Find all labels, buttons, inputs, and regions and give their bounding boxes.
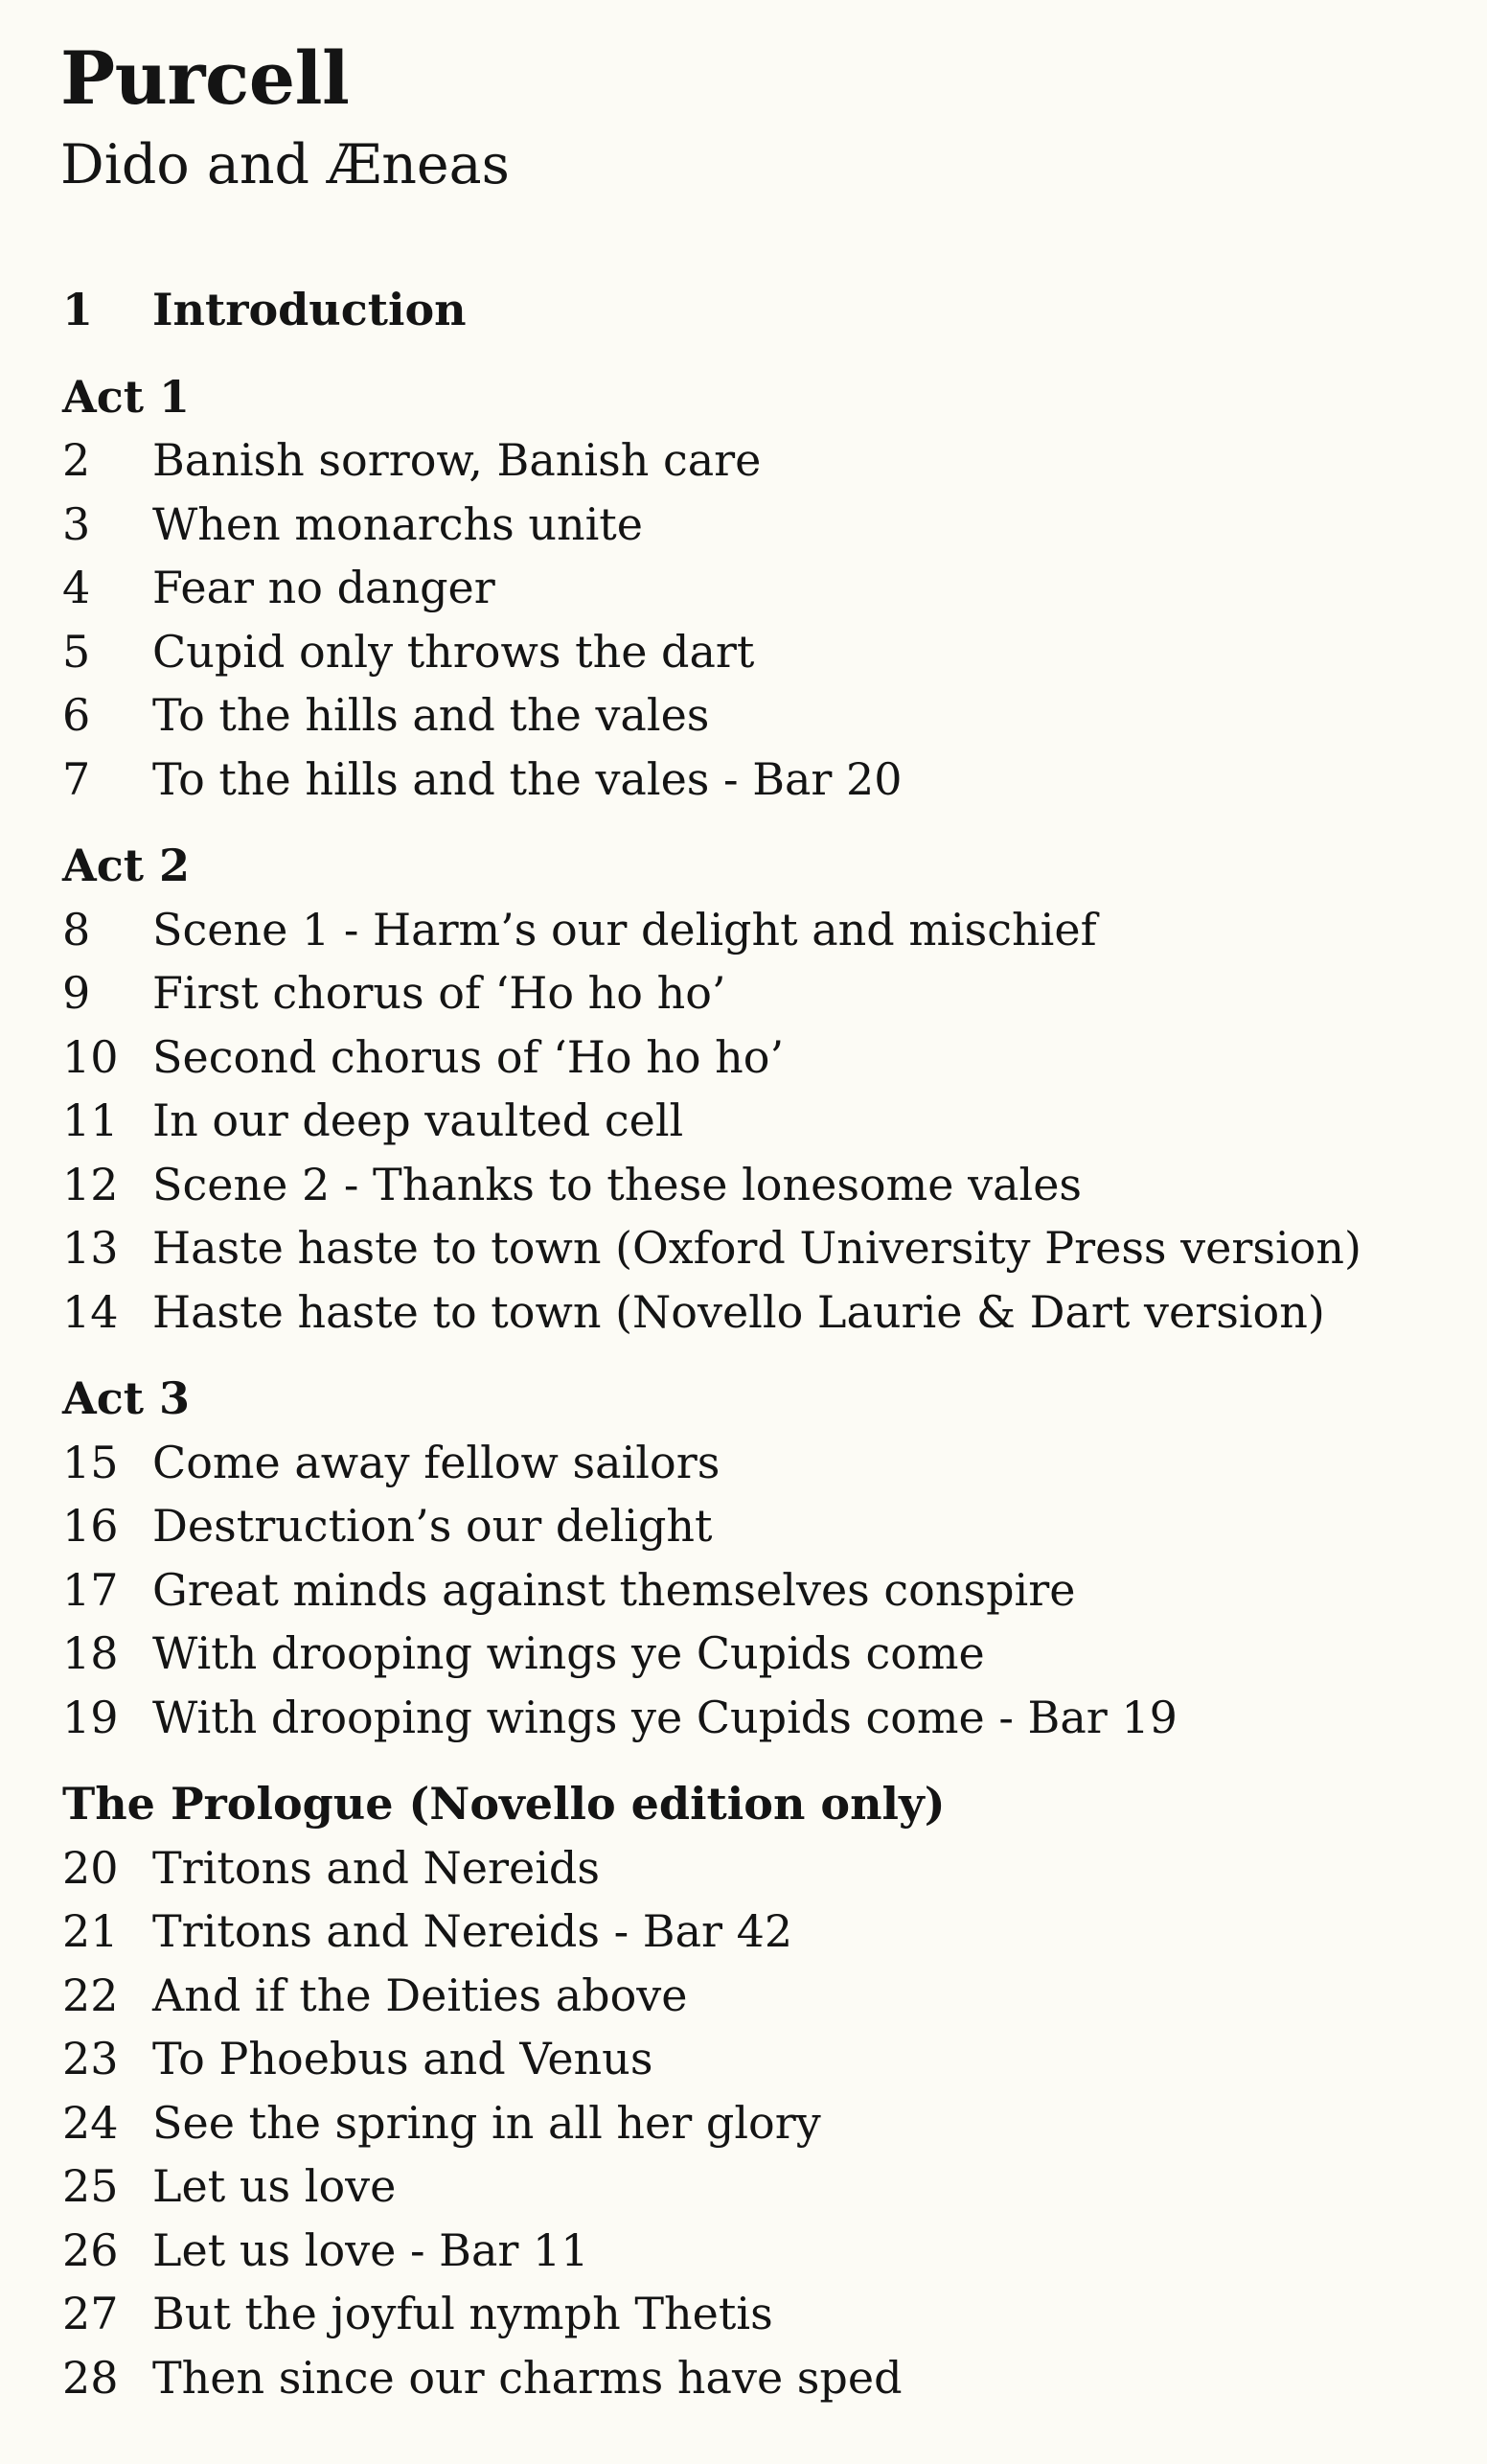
track-row [62,1025,1461,1090]
track-row [62,556,1461,620]
track-row [62,620,1461,684]
track-title: See the spring in all her glory [152,2096,821,2149]
track-number: 26 [62,2223,119,2276]
section-1 [62,365,1461,812]
track-title: Then since our charms have sped [152,2351,903,2404]
track-row [62,2219,1461,2283]
track-title: Introduction [152,284,467,335]
track-row [62,2027,1461,2091]
track-number: 11 [62,1094,119,1146]
track-number: 25 [62,2160,119,2212]
section-heading: Act 3 [62,1372,190,1424]
section-heading: The Prologue (Novello edition only) [62,1778,946,1830]
track-title: When monarchs unite [152,497,644,550]
track-row [62,1558,1461,1623]
track-number: 4 [62,562,91,613]
track-row [62,2091,1461,2155]
track-row [62,428,1461,493]
track-row [62,1900,1461,1964]
track-number: 16 [62,1500,119,1552]
track-number: 2 [62,434,91,486]
section-4 [62,1772,1461,2409]
section-heading: Act 1 [62,370,190,423]
track-row [62,1964,1461,2028]
track-row [62,2154,1461,2219]
track-row [62,961,1461,1025]
track-row [62,1431,1461,1495]
track-row [62,1494,1461,1558]
section-3 [62,1367,1461,1749]
track-title: Great minds against themselves conspire [152,1563,1076,1616]
track-number: 8 [62,903,91,956]
track-row [62,683,1461,748]
track-number: 7 [62,752,91,805]
track-title: To the hills and the vales - Bar 20 [152,752,903,805]
track-row [62,2282,1461,2346]
track-number: 3 [62,497,91,550]
track-number: 23 [62,2033,119,2084]
track-number: 17 [62,1563,119,1616]
track-number: 18 [62,1627,119,1679]
track-title: Cupid only throws the dart [152,625,755,678]
track-title: Haste haste to town (Novello Laurie & Dart version) [152,1285,1325,1338]
track-number: 1 [62,284,94,335]
track-row [62,1280,1461,1345]
sections-container [62,365,1461,2410]
track-number: 27 [62,2288,119,2339]
track-title: Scene 1 - Harm’s our delight and mischief [152,903,1097,956]
track-row [62,1153,1461,1217]
work-title: Dido and Æneas [60,133,510,196]
track-number: 14 [62,1285,119,1338]
track-title: To Phoebus and Venus [152,2033,653,2084]
track-number: 13 [62,1222,119,1274]
track-number: 9 [62,967,91,1019]
track-title: Tritons and Nereids [152,1841,600,1894]
track-title: Destruction’s our delight [152,1500,713,1552]
track-number: 12 [62,1158,119,1210]
track-title: Tritons and Nereids - Bar 42 [152,1905,793,1957]
track-number: 19 [62,1691,119,1743]
section-heading: Act 2 [62,840,190,891]
composer-name: Purcell [60,35,350,121]
track-title: With drooping wings ye Cupids come [152,1627,985,1679]
track-number: 20 [62,1841,119,1894]
track-title: Second chorus of ‘Ho ho ho’ [152,1030,785,1083]
track-title: With drooping wings ye Cupids come - Bar 19 [152,1691,1178,1743]
intro-track [62,278,1461,342]
track-row [62,1836,1461,1900]
track-row [62,898,1461,962]
track-title: Banish sorrow, Banish care [152,434,762,486]
track-number: 6 [62,689,91,741]
track-row [62,1216,1461,1280]
track-number: 22 [62,1969,119,2021]
track-row [62,493,1461,557]
track-number: 5 [62,625,91,678]
track-row [62,1089,1461,1153]
track-number: 24 [62,2096,119,2149]
track-number: 21 [62,1905,119,1957]
track-title: Scene 2 - Thanks to these lonesome vales [152,1158,1083,1210]
track-title: Come away fellow sailors [152,1436,721,1488]
track-title: Fear no danger [152,562,495,613]
track-title: Haste haste to town (Oxford University Press version) [152,1222,1361,1274]
track-number: 10 [62,1030,119,1083]
track-title: First chorus of ‘Ho ho ho’ [152,967,726,1019]
track-row [62,2346,1461,2410]
track-row [62,1686,1461,1750]
track-row [62,1622,1461,1686]
track-row [62,748,1461,812]
track-title: In our deep vaulted cell [152,1094,684,1146]
track-title: Let us love - Bar 11 [152,2223,589,2276]
track-list [62,278,1461,2409]
track-title: Let us love [152,2160,397,2212]
track-number: 15 [62,1436,119,1488]
section-2 [62,834,1461,1344]
track-number: 28 [62,2351,119,2404]
track-title: And if the Deities above [152,1969,688,2021]
track-title: To the hills and the vales [152,689,710,741]
track-title: But the joyful nymph Thetis [152,2288,773,2339]
